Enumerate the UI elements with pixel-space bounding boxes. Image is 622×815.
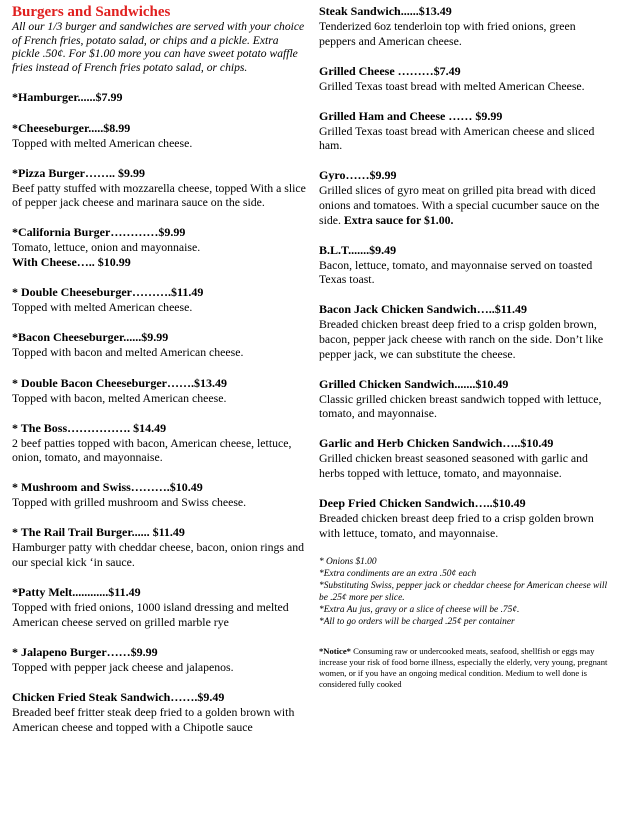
menu-item-description-text: Grilled Texas toast bread with American cheese and sliced ham. bbox=[319, 123, 595, 153]
menu-item-description bbox=[319, 317, 615, 361]
menu-item bbox=[12, 225, 308, 270]
menu-item-description-text: Topped with melted American cheese. bbox=[12, 135, 193, 150]
menu-item-description-text: Bacon, lettuce, tomato, and mayonnaise served on toasted Texas toast. bbox=[319, 257, 593, 287]
menu-item-name: Gyro……$9.99 bbox=[319, 168, 397, 183]
menu-item-description-text: Topped with bacon and melted American cheese. bbox=[12, 345, 244, 360]
menu-item-name: Steak Sandwich......$13.49 bbox=[319, 4, 452, 18]
menu-item-description-text: Tomato, lettuce, onion and mayonnaise. bbox=[12, 240, 201, 255]
menu-item-name: Grilled Chicken Sandwich.......$10.49 bbox=[319, 376, 509, 391]
menu-item-name: Garlic and Herb Chicken Sandwich…..$10.49 bbox=[319, 436, 554, 451]
menu-item-description bbox=[319, 511, 615, 540]
menu-item bbox=[319, 4, 615, 48]
menu-item-name: Bacon Jack Chicken Sandwich…..$11.49 bbox=[319, 302, 528, 317]
menu-item-description bbox=[319, 19, 615, 48]
menu-item bbox=[12, 480, 308, 510]
menu-item-description bbox=[319, 124, 615, 153]
section-title: Burgers and Sandwiches bbox=[12, 4, 171, 20]
menu-item bbox=[319, 168, 615, 227]
menu-item-description bbox=[12, 345, 308, 360]
menu-item-description-text: Hamburger patty with cheddar cheese, bacon, onion rings and our special kick ‘in sauce. bbox=[12, 540, 304, 570]
menu-item-description bbox=[12, 181, 308, 210]
menu-item-name: *Cheeseburger.....$8.99 bbox=[12, 120, 131, 135]
menu-item-name: *Bacon Cheeseburger......$9.99 bbox=[12, 330, 169, 345]
menu-item-description-text: Tenderized 6oz tenderloin top with fried onions, green peppers and American cheese. bbox=[319, 19, 576, 48]
menu-item-description-text: Topped with pepper jack cheese and jalapenos. bbox=[12, 659, 234, 674]
menu-item-description-text: Topped with fried onions, 1000 island dressing and melted American cheese served on grilled marble rye bbox=[12, 600, 289, 629]
menu-item-description-text: Topped with grilled mushroom and Swiss cheese. bbox=[12, 495, 247, 510]
note-line: *All to go orders will be charged .25¢ per container bbox=[319, 616, 515, 627]
left-column bbox=[12, 4, 308, 750]
menu-item-description bbox=[319, 451, 615, 480]
menu-item-description bbox=[319, 79, 615, 94]
menu-item-name: Deep Fried Chicken Sandwich…..$10.49 bbox=[319, 496, 526, 511]
menu-item-description-text: Grilled slices of gyro meat on grilled pita bread with diced onions and tomatoes. With a special cucumber sauce on the side. bbox=[319, 183, 600, 227]
menu-item bbox=[12, 90, 308, 105]
menu-item bbox=[12, 585, 308, 629]
notice-text: Consuming raw or undercooked meats, seafood, shellfish or eggs may increase your risk of food borne illness, especially the elderly, very young, pregnant women, or if you have an ongoing medical condition. Medium to well done is considered fully cooked bbox=[319, 645, 608, 689]
menu-item bbox=[319, 377, 615, 421]
menu-item-description bbox=[12, 391, 308, 406]
menu-item-description-text: Topped with melted American cheese. bbox=[12, 300, 193, 315]
menu-item-name: * The Boss……………. $14.49 bbox=[12, 420, 167, 435]
menu-item-name: * Double Cheeseburger……….$11.49 bbox=[12, 285, 204, 300]
menu-item-extra-note: Extra sauce for $1.00. bbox=[343, 212, 454, 227]
menu-item bbox=[319, 496, 615, 540]
menu-item-name: *California Burger…………$9.99 bbox=[12, 225, 186, 240]
right-column bbox=[319, 4, 615, 689]
menu-item-description bbox=[12, 495, 308, 510]
menu-item-description-text: Classic grilled chicken breast sandwich topped with lettuce, tomato, and mayonnaise. bbox=[319, 391, 602, 421]
menu-item bbox=[12, 166, 308, 210]
menu-item-description bbox=[12, 540, 308, 569]
menu-item bbox=[12, 285, 308, 315]
menu-item-name: Chicken Fried Steak Sandwich…….$9.49 bbox=[12, 689, 225, 704]
menu-item bbox=[319, 109, 615, 153]
menu-item-description bbox=[319, 183, 615, 227]
menu-item bbox=[12, 690, 308, 734]
menu-item-name: * Mushroom and Swiss……….$10.49 bbox=[12, 480, 203, 495]
menu-notes bbox=[319, 556, 615, 628]
section-intro: All our 1/3 burger and sandwiches are served with your choice of French fries, potato salad, or chips and a pickle. Extra pickle .50¢. For $1.00 more you can have sweet potato waffle fries instead of French fries potato salad, or chips. bbox=[12, 20, 305, 74]
menu-item-description-text: 2 beef patties topped with bacon, American cheese, lettuce, onion, tomato, and mayonnaise. bbox=[12, 435, 292, 465]
menu-item-description bbox=[319, 258, 615, 287]
note-line: *Extra condiments are an extra .50¢ each bbox=[319, 568, 477, 579]
menu-item bbox=[319, 64, 615, 94]
menu-item-description bbox=[12, 240, 308, 255]
left-menu-list bbox=[12, 90, 308, 734]
menu-item-description-text: Beef patty stuffed with mozzarella cheese, topped With a slice of pepper jack cheese and marinara sauce on the side. bbox=[12, 180, 306, 210]
menu-item-name: *Pizza Burger…….. $9.99 bbox=[12, 165, 145, 180]
menu-item-description-text: Breaded chicken breast deep fried to a crisp golden brown with lettuce, tomato, and mayonnaise. bbox=[319, 511, 594, 540]
note-line: * Onions $1.00 bbox=[319, 556, 377, 567]
menu-item bbox=[319, 302, 615, 361]
menu-item-name: * Jalapeno Burger……$9.99 bbox=[12, 644, 158, 659]
menu-item-name: * The Rail Trail Burger...... $11.49 bbox=[12, 525, 185, 540]
menu-item-name: Grilled Ham and Cheese …… $9.99 bbox=[319, 108, 503, 123]
menu-item-name: *Patty Melt............$11.49 bbox=[12, 585, 141, 600]
menu-item-name: * Double Bacon Cheeseburger…….$13.49 bbox=[12, 375, 227, 390]
menu-item bbox=[12, 330, 308, 360]
menu-item bbox=[12, 376, 308, 406]
menu-item bbox=[319, 436, 615, 480]
menu-item-description bbox=[12, 136, 308, 151]
menu-item-description bbox=[12, 705, 308, 734]
menu-item-name: Grilled Cheese ………$7.49 bbox=[319, 63, 461, 78]
menu-item-description-text: Breaded chicken breast deep fried to a crisp golden brown, bacon, pepper jack cheese with ranch on the side. Don’t like pepper jack, we can substitute the cheese. bbox=[319, 317, 604, 361]
right-menu-list bbox=[319, 4, 615, 540]
menu-item-description-text: Grilled Texas toast bread with melted American Cheese. bbox=[319, 78, 585, 93]
menu-item-description bbox=[12, 300, 308, 315]
menu-item-description-text: Topped with bacon, melted American cheese. bbox=[12, 390, 227, 405]
note-line: *Substituting Swiss, pepper jack or cheddar cheese for American cheese will be .25¢ more per slice. bbox=[319, 580, 608, 603]
menu-item-name: B.L.T.......$9.49 bbox=[319, 242, 397, 257]
menu-item bbox=[12, 645, 308, 675]
notice bbox=[319, 646, 615, 690]
menu-item-description-text: Breaded beef fritter steak deep fried to a golden brown with American cheese and topped with a Chipotle sauce bbox=[12, 704, 295, 734]
menu-item-description bbox=[12, 600, 308, 629]
menu-item-name: *Hamburger......$7.99 bbox=[12, 90, 123, 104]
menu-item-option: With Cheese….. $10.99 bbox=[12, 254, 131, 269]
menu-item-description bbox=[12, 436, 308, 465]
menu-item-description bbox=[319, 392, 615, 421]
notice-label: *Notice* bbox=[319, 645, 351, 656]
note-line: *Extra Au jus, gravy or a slice of cheese will be .75¢. bbox=[319, 604, 520, 615]
menu-item bbox=[319, 243, 615, 287]
menu-item bbox=[12, 525, 308, 569]
menu-item bbox=[12, 421, 308, 465]
menu-item-description bbox=[12, 660, 308, 675]
menu-item-description-text: Grilled chicken breast seasoned seasoned with garlic and herbs topped with lettuce, tomato, and mayonnaise. bbox=[319, 451, 588, 480]
menu-item bbox=[12, 121, 308, 151]
